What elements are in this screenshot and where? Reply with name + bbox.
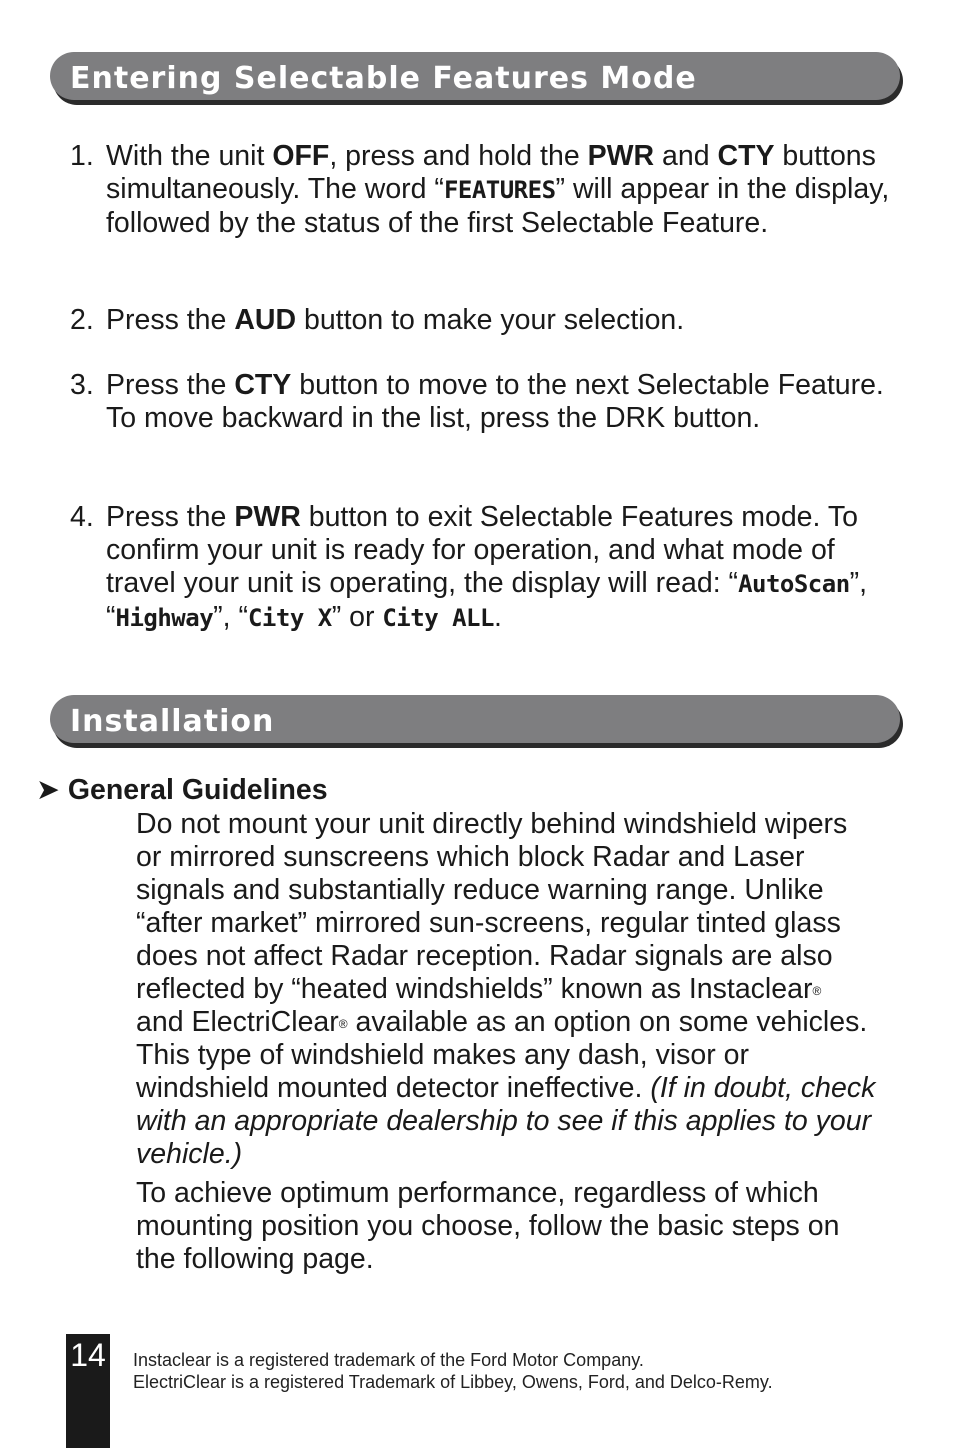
footnote	[133, 1349, 773, 1393]
registered-mark: ®	[812, 984, 822, 998]
trademark-note: ElectriClear is a registered Trademark of Libbey, Owens, Ford, and Delco-Remy.	[133, 1372, 773, 1392]
step-number: 1.	[70, 140, 94, 172]
step-2	[70, 304, 890, 337]
display-text: AutoScan	[738, 570, 850, 598]
section-header-installation	[50, 695, 900, 743]
step-1	[70, 140, 890, 240]
display-text: Highway	[115, 604, 214, 632]
step-number: 3.	[70, 369, 94, 401]
subheading-text: General Guidelines	[67, 774, 328, 806]
registered-mark: ®	[338, 1017, 348, 1031]
subheading-general-guidelines	[36, 773, 328, 807]
italic-note: (If in doubt, check with an appropriate dealership to see if this applies to your vehicle.)	[136, 1072, 876, 1170]
step-number: 4.	[70, 501, 94, 533]
step-text: Press the PWR button to exit Selectable Features mode. To confirm your unit is ready for operation, and what mode of travel your unit is operating, the display will read: “AutoScan”, “Highway”, “City X” or City ALL.	[106, 501, 868, 633]
display-text: City X	[247, 604, 332, 632]
paragraph: Do not mount your unit directly behind windshield wipers or mirrored sunscreens which block Radar and Laser signals and substantially reduce warning range. Unlike “after market” mirrored sun-screens, regular tinted glass does not affect Radar reception. Radar signals are also reflected by “heated windshields” known as Instaclear® and ElectriClear® available as an option on some vehicles. This type of windshield makes any dash, visor or windshield mounted detector ineffective. (If in doubt, check with an appropriate dealership to see if this applies to your vehicle.)	[136, 808, 876, 1170]
step-4	[70, 501, 890, 635]
section-header-selectable-features	[50, 52, 900, 100]
section-title: Entering Selectable Features Mode	[70, 61, 697, 96]
step-text: With the unit OFF, press and hold the PWR and CTY buttons simultaneously. The word “FEATURES” will appear in the display, followed by the status of the first Selectable Feature.	[106, 140, 890, 239]
display-text: City ALL	[382, 604, 494, 632]
display-text: FEATURES	[443, 176, 556, 204]
step-text: Press the AUD button to make your selection.	[106, 304, 685, 336]
paragraph: To achieve optimum performance, regardless of which mounting position you choose, follow the basic steps on the following page.	[136, 1177, 840, 1275]
step-number: 2.	[70, 304, 94, 336]
page-number: 14	[66, 1334, 110, 1448]
general-guidelines-body	[136, 808, 876, 1276]
step-text: Press the CTY button to move to the next Selectable Feature. To move backward in the list, press the DRK button.	[106, 369, 884, 434]
trademark-note: Instaclear is a registered trademark of the Ford Motor Company.	[133, 1350, 644, 1370]
section-title: Installation	[70, 704, 275, 739]
step-3	[70, 369, 890, 435]
arrow-bullet-icon: ➤	[36, 774, 60, 806]
